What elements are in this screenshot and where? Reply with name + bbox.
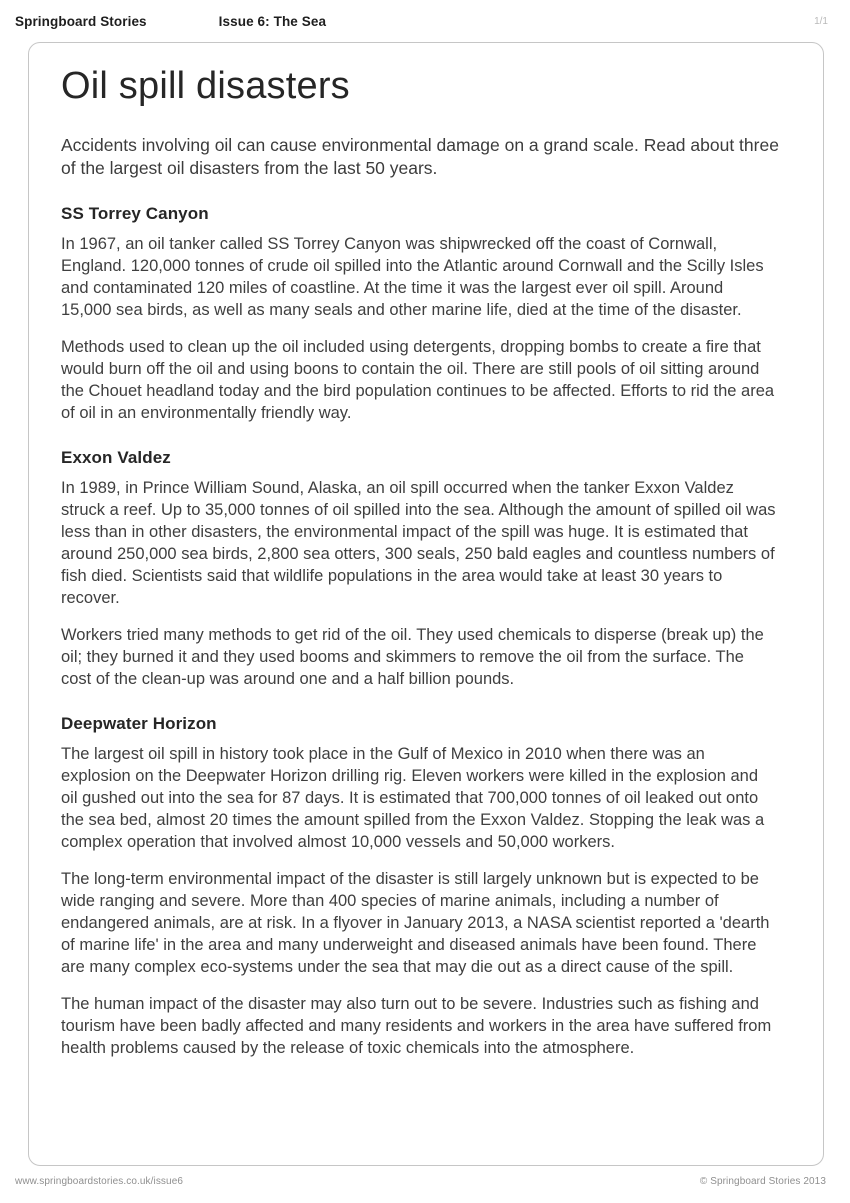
paragraph: Workers tried many methods to get rid of the oil. They used chemicals to disperse (break up) the oil; they burned it and they used booms and skimmers to remove the oil from the surface. The cost of the clean-up was around one and a half billion pounds. [61,626,764,688]
footer-copyright: © Springboard Stories 2013 [699,1176,826,1187]
article-card [28,42,824,1166]
page-footer [15,1176,826,1187]
footer-url: www.springboardstories.co.uk/issue6 [15,1176,184,1187]
paragraph: The largest oil spill in history took place in the Gulf of Mexico in 2010 when there was an explosion on the Deepwater Horizon drilling rig. Eleven workers were killed in the explosion and oil gushed out into the sea for 87 days. It is estimated that 700,000 tonnes of oil leaked out onto the sea bed, almost 20 times the amount spilled from the Exxon Valdez. Stopping the leak was a complex operation that involved almost 10,000 vessels and 50,000 workers. [61,745,765,851]
paragraph: In 1967, an oil tanker called SS Torrey Canyon was shipwrecked off the coast of Cornwall, England. 120,000 tonnes of crude oil spilled into the Atlantic around Cornwall and the Scilly Isles and contaminated 120 miles of coastline. At the time it was the largest ever oil spill. Around 15,000 sea birds, as well as many seals and other marine life, died at the time of the disaster. [61,235,764,319]
section-heading-deepwater-horizon: Deepwater Horizon [61,714,217,733]
page-header [15,10,828,32]
section-heading-exxon-valdez: Exxon Valdez [61,448,171,467]
article-intro: Accidents involving oil can cause environmental damage on a grand scale. Read about three of the largest oil disasters from the last 50 years. [61,135,779,178]
issue-title: Issue 6: The Sea [218,13,327,29]
paragraph: The long-term environmental impact of the disaster is still largely unknown but is expected to be wide ranging and severe. More than 400 species of marine animals, including a number of endangered animals, are at risk. In a flyover in January 2013, a NASA scientist reported a 'dearth of marine life' in the area and many underweight and diseased animals have been found. There are many complex eco-systems under the sea that may die out as a direct cause of the spill. [61,870,770,976]
page-number: 1/1 [814,15,828,27]
paragraph: In 1989, in Prince William Sound, Alaska, an oil spill occurred when the tanker Exxon Valdez struck a reef. Up to 35,000 tonnes of oil spilled into the sea. Although the amount of spilled oil was less than in other disasters, the environmental impact of the spill was huge. It is estimated that around 250,000 sea birds, 2,800 sea otters, 300 seals, 250 bald eagles and countless numbers of fish died. Scientists said that wildlife populations in the area would take at least 30 years to recover. [61,479,776,607]
paragraph: The human impact of the disaster may also turn out to be severe. Industries such as fishing and tourism have been badly affected and many residents and workers in the area have suffered from health problems caused by the release of toxic chemicals into the atmosphere. [61,995,772,1057]
brand-name: Springboard Stories [15,13,147,29]
article-title: Oil spill disasters [61,65,350,107]
section-heading-ss-torrey-canyon: SS Torrey Canyon [61,204,209,223]
paragraph: Methods used to clean up the oil included using detergents, dropping bombs to create a fire that would burn off the oil and using boons to contain the oil. There are still pools of oil sitting around the Chouet headland today and the bird population continues to be affected. Efforts to rid the area of oil in an environmentally friendly way. [61,338,775,422]
